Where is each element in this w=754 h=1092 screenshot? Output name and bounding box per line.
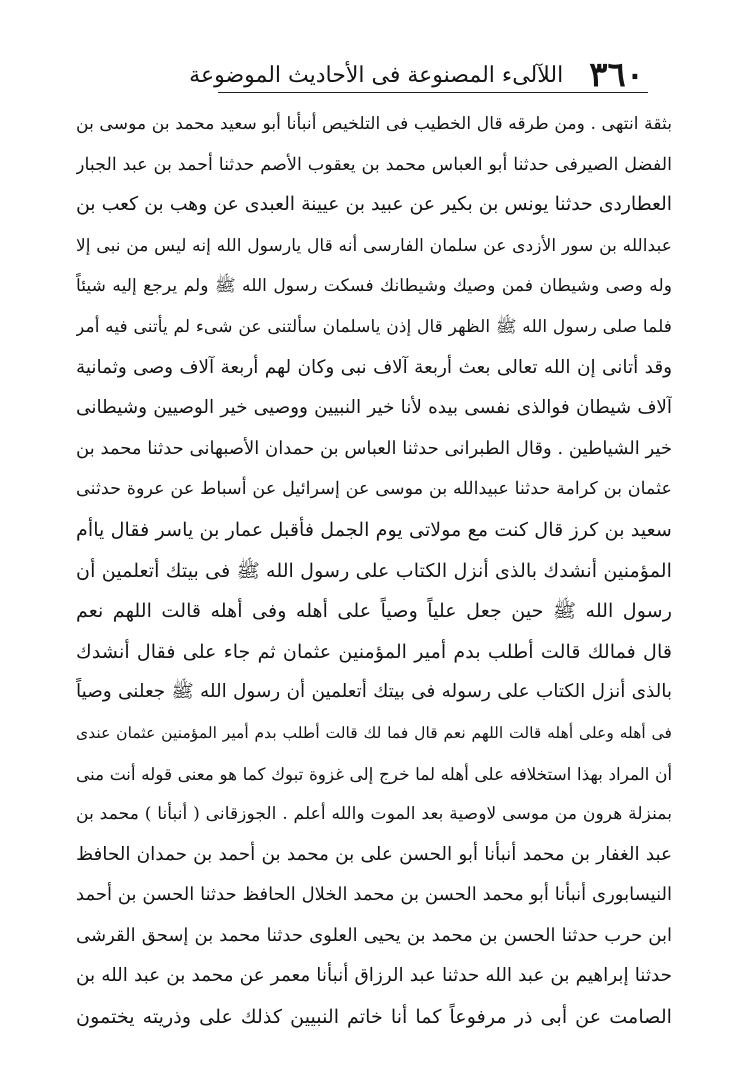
text-line: ابن حرب حدثنا الحسن بن محمد بن يحيى العلوى حدثنا محمد بن إسحق القرشى bbox=[76, 924, 672, 946]
body-text bbox=[76, 104, 672, 1038]
text-line: أن المراد بهذا استخلافه على أهله لما خرج إلى غزوة تبوك كما هو معنى قوله أنت منى bbox=[76, 763, 672, 784]
text-line: عبد الغفار بن محمد أنبأنا أبو الحسن على بن محمد بن أحمد بن حمدان الحافظ bbox=[76, 843, 672, 865]
text-line: قال فمالك قالت أطلب بدم أمير المؤمنين عثمان ثم جاء على فقال أنشدك bbox=[76, 639, 672, 663]
text-line: عبدالله بن سور الأزدى عن سلمان الفارسى أنه قال يارسول الله إنه ليس من نبى إلا bbox=[76, 235, 672, 256]
text-line: فى أهله وعلى أهله قالت اللهم نعم قال فما لك قالت أطلب بدم أمير المؤمنين عثمان عندى bbox=[76, 723, 672, 742]
page-number: ٣٦٠ bbox=[589, 55, 644, 95]
page-header bbox=[189, 55, 644, 95]
text-line: وقد أتانى إن الله تعالى بعث أربعة آلاف نبى وكان لهم أربعة آلاف وصى وثمانية bbox=[76, 356, 672, 378]
text-line: بثقة انتهى . ومن طرقه قال الخطيب فى التلخيص أنبأنا أبو سعيد محمد بن موسى بن bbox=[76, 114, 672, 134]
text-line: النيسابورى أنبأنا أبو محمد الحسن بن محمد الخلال الحافظ حدثنا الحسن بن أحمد bbox=[76, 884, 672, 906]
text-line: بالذى أنزل الكتاب على رسوله فى بيتك أتعلمين أن رسول الله ﷺ جعلنى وصياً bbox=[76, 681, 672, 703]
text-line: العطاردى حدثنا يونس بن بكير عن عبيد بن عيينة العبدى عن وهب بن كعب بن bbox=[76, 194, 672, 216]
text-line: المؤمنين أنشدك بالذى أنزل الكتاب على رسول الله ﷺ فى بيتك أتعلمين أن bbox=[76, 558, 672, 582]
text-line: سعيد بن كرز قال كنت مع مولاتى يوم الجمل فأقبل عمار بن ياسر فقال ياأم bbox=[76, 517, 672, 541]
text-line: رسول الله ﷺ حين جعل علياً وصياً على أهله وفى أهله قالت اللهم نعم bbox=[76, 599, 672, 623]
text-line: وله وصى وشيطان فمن وصيك وشيطانك فسكت رسول الله ﷺ ولم يرجع إليه شيئاً bbox=[76, 276, 672, 297]
text-line: الفضل الصيرفى حدثنا أبو العباس محمد بن يعقوب الأصم حدثنا أحمد بن عبد الجبار bbox=[76, 154, 672, 175]
running-title: اللآلىء المصنوعة فى الأحاديث الموضوعة bbox=[189, 63, 564, 88]
header-rule bbox=[218, 92, 648, 93]
text-line: آلاف شيطان فوالذى نفسى بيده لأنا خير النبيين ووصيى خير الوصيين وشيطانى bbox=[76, 397, 672, 419]
text-line: فلما صلى رسول الله ﷺ الظهر قال إذن ياسلمان سألتنى عن شىء لم يأتنى فيه أمر bbox=[76, 316, 672, 337]
text-line: الصامت عن أبى ذر مرفوعاً كما أنا خاتم النبيين كذلك على وذريته يختمون bbox=[76, 1005, 672, 1029]
text-line: بمنزلة هرون من موسى لاوصية بعد الموت والله أعلم . الجوزقانى ( أنبأنا ) محمد بن bbox=[76, 804, 672, 825]
text-line: خير الشياطين . وقال الطبرانى حدثنا العباس بن حمدان الأصبهانى حدثنا محمد بن bbox=[76, 437, 672, 459]
text-line: حدثنا إبراهيم بن عبد الله حدثنا عبد الرزاق أنبأنا معمر عن محمد بن عبد الله بن bbox=[76, 965, 672, 987]
text-line: عثمان بن كرامة حدثنا عبيدالله بن موسى عن إسرائيل عن أسباط عن عروة حدثنى bbox=[76, 479, 672, 500]
